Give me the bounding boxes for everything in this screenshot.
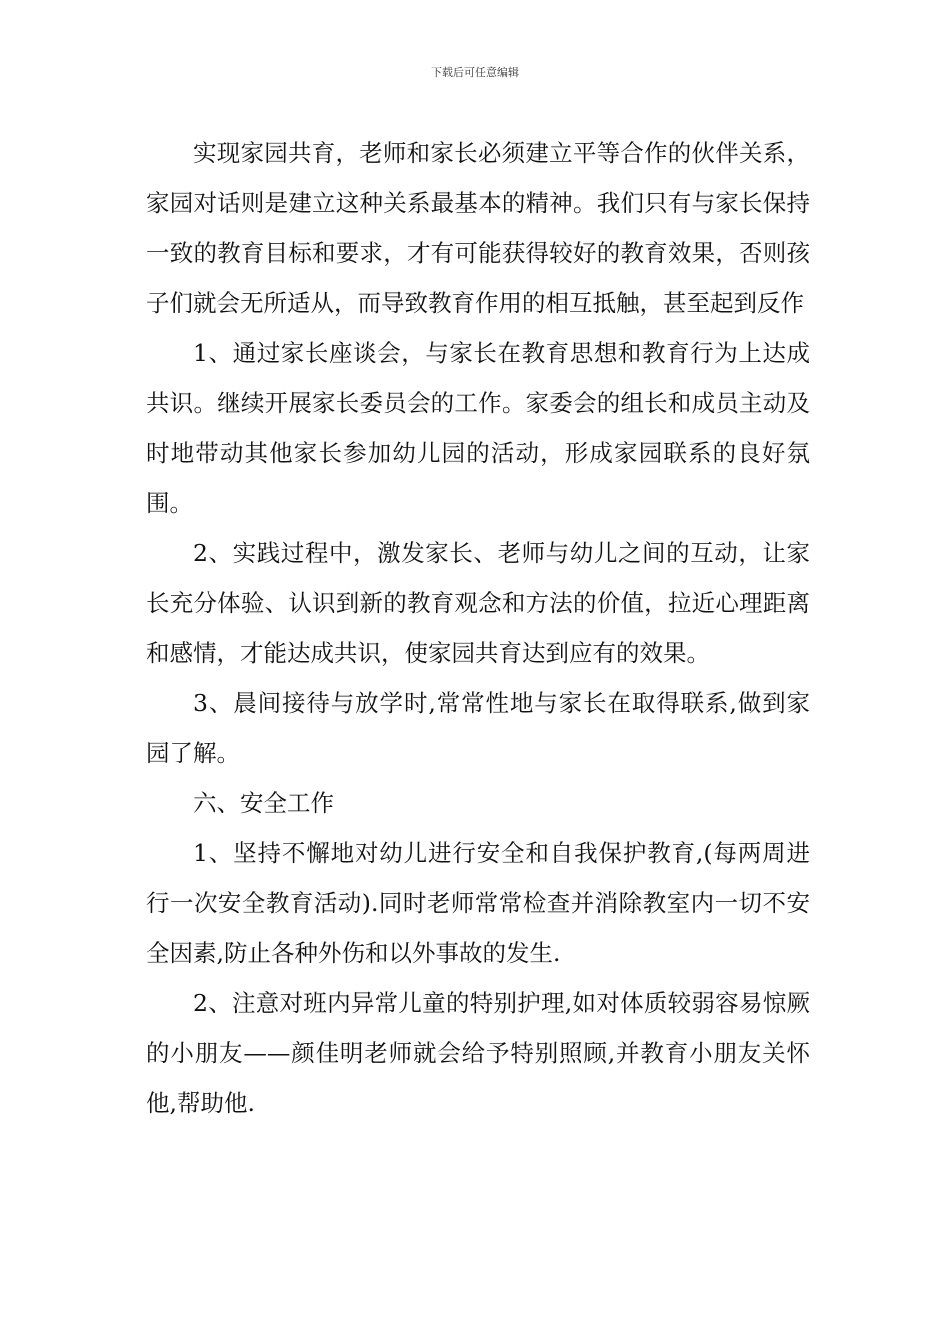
document-body — [146, 128, 810, 1128]
paragraph-intro: 实现家园共育，老师和家长必须建立平等合作的伙伴关系，家园对话则是建立这种关系最基本的精神。我们只有与家长保持一致的教育目标和要求，才有可能获得较好的教育效果，否则孩子们就会无所适从，而导致教育作用的相互抵触，甚至起到反作 — [146, 139, 810, 317]
paragraph-item-2: 2、实践过程中，激发家长、老师与幼儿之间的互动，让家长充分体验、认识到新的教育观念和方法的价值，拉近心理距离和感情，才能达成共识，使家园共育达到应有的效果。 — [146, 539, 810, 667]
paragraph-item-3: 3、晨间接待与放学时,常常性地与家长在取得联系,做到家园了解。 — [146, 689, 810, 767]
paragraph-safety-2: 2、注意对班内异常儿童的特别护理,如对体质较弱容易惊厥的小朋友——颜佳明老师就会给予特别照顾,并教育小朋友关怀他,帮助他. — [146, 989, 810, 1117]
section-heading-safety: 六、安全工作 — [193, 789, 334, 817]
paragraph-safety-1: 1、坚持不懈地对幼儿进行安全和自我保护教育,(每两周进行一次安全教育活动).同时老师常常检查并消除教室内一切不安全因素,防止各种外伤和以外事故的发生. — [146, 839, 810, 967]
page-header: 下载后可任意编辑 — [431, 66, 519, 79]
paragraph-item-1: 1、通过家长座谈会，与家长在教育思想和教育行为上达成共识。继续开展家长委员会的工作。家委会的组长和成员主动及时地带动其他家长参加幼儿园的活动，形成家园联系的良好氛围。 — [146, 339, 810, 517]
